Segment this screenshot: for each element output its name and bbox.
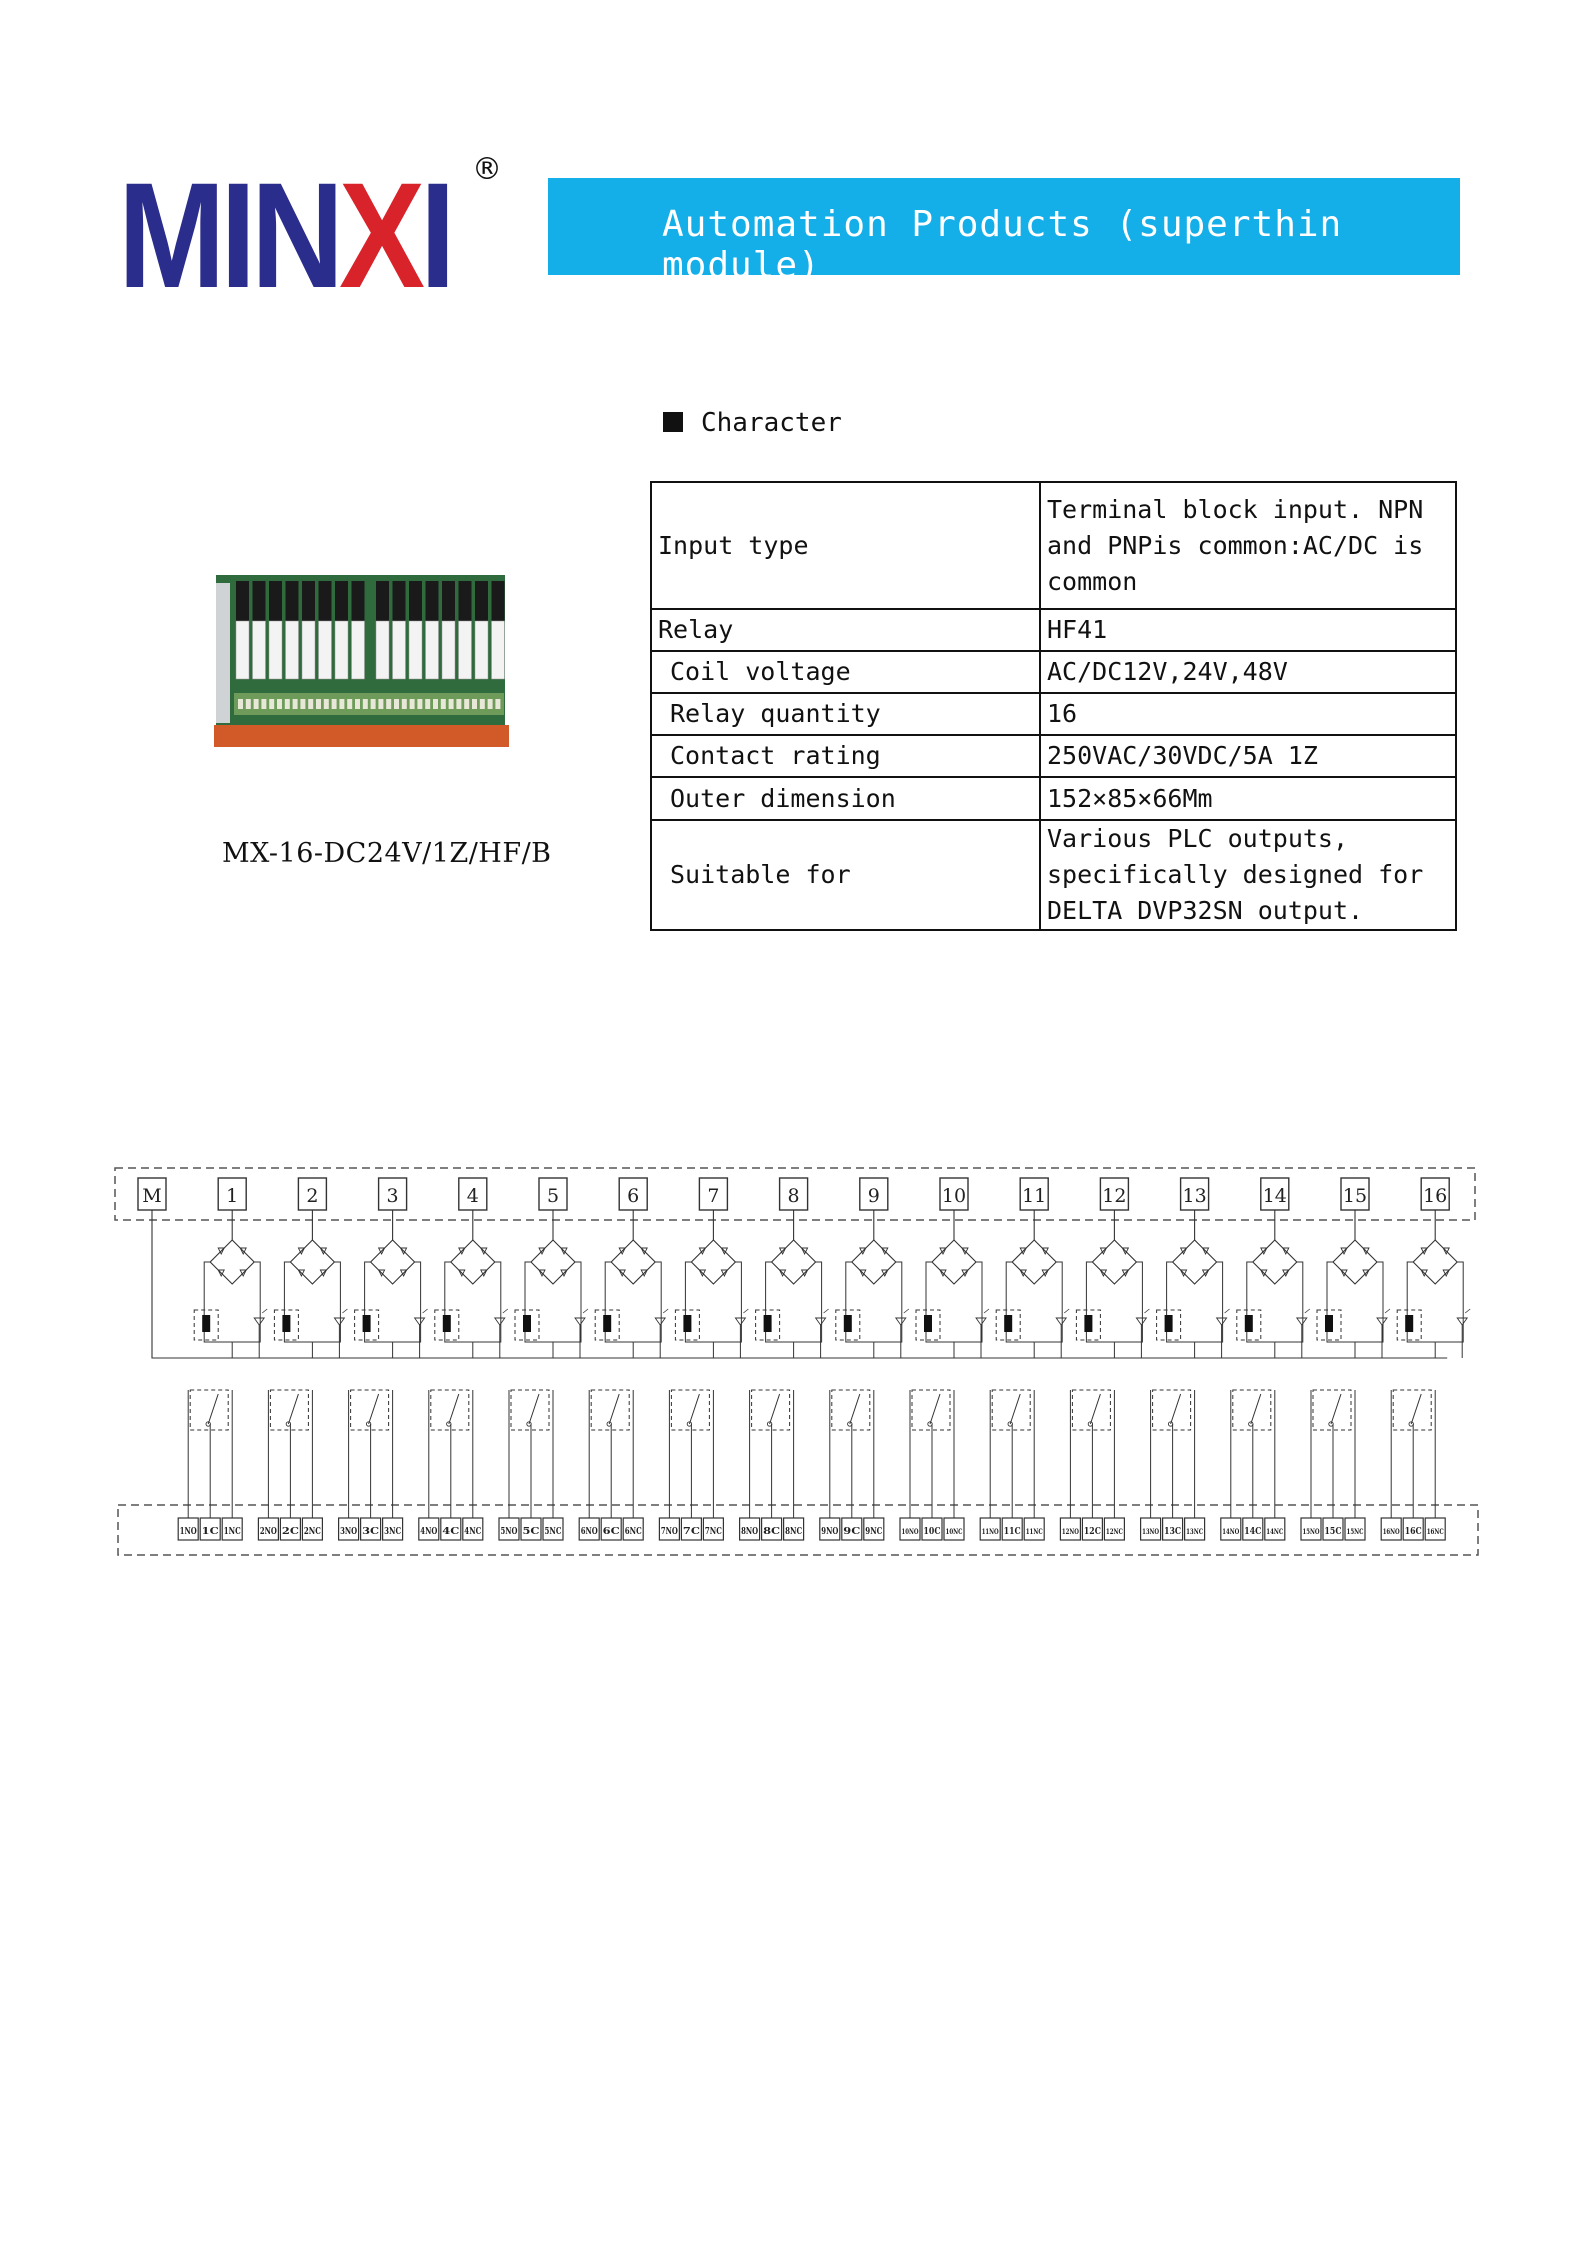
spec-value: HF41	[1040, 609, 1456, 651]
svg-text:10: 10	[941, 1185, 967, 1207]
svg-text:8NC: 8NC	[785, 1526, 803, 1537]
relay-channel	[268, 1210, 347, 1518]
svg-text:3: 3	[386, 1185, 399, 1207]
output-terminal	[1381, 1518, 1401, 1540]
relay-channel	[1311, 1210, 1390, 1518]
output-terminal	[222, 1518, 242, 1540]
input-terminal	[218, 1178, 246, 1210]
spec-row	[651, 820, 1456, 930]
relay-channel	[990, 1210, 1069, 1518]
spec-value: AC/DC12V,24V,48V	[1040, 651, 1456, 693]
input-terminal	[1261, 1178, 1289, 1210]
output-terminal	[623, 1518, 643, 1540]
svg-text:2NC: 2NC	[303, 1526, 322, 1537]
svg-text:4: 4	[466, 1185, 479, 1207]
output-terminal	[1425, 1518, 1445, 1540]
input-terminal	[459, 1178, 487, 1210]
input-terminal	[860, 1178, 888, 1210]
input-terminal	[1181, 1178, 1209, 1210]
spec-key: Contact rating	[651, 735, 1040, 777]
svg-text:12NO: 12NO	[1061, 1527, 1080, 1536]
spec-row	[651, 693, 1456, 735]
output-terminal	[762, 1518, 782, 1540]
relay-channel	[429, 1210, 508, 1518]
svg-text:1C: 1C	[201, 1526, 220, 1537]
output-terminal	[842, 1518, 862, 1540]
spec-value: 152×85×66Mm	[1040, 777, 1456, 820]
output-terminal	[1185, 1518, 1205, 1540]
svg-text:6C: 6C	[602, 1526, 621, 1537]
input-terminal	[619, 1178, 647, 1210]
output-terminal	[463, 1518, 483, 1540]
svg-text:10NC: 10NC	[945, 1527, 963, 1536]
svg-text:12C: 12C	[1083, 1526, 1102, 1537]
output-terminal	[703, 1518, 723, 1540]
input-terminal	[940, 1178, 968, 1210]
svg-text:5C: 5C	[522, 1526, 541, 1537]
input-terminal	[539, 1178, 567, 1210]
output-terminal	[1265, 1518, 1285, 1540]
product-photo	[214, 575, 509, 750]
svg-text:1: 1	[226, 1185, 239, 1207]
svg-text:1NC: 1NC	[223, 1526, 242, 1537]
square-bullet-icon	[663, 412, 683, 432]
svg-text:13: 13	[1182, 1185, 1207, 1207]
svg-text:12: 12	[1102, 1185, 1127, 1207]
svg-text:15: 15	[1342, 1185, 1368, 1207]
output-terminal	[1141, 1518, 1161, 1540]
output-terminal	[441, 1518, 461, 1540]
output-terminal	[258, 1518, 278, 1540]
relay-channel	[589, 1210, 668, 1518]
relay-channel	[188, 1210, 267, 1518]
svg-text:4NC: 4NC	[464, 1526, 482, 1537]
spec-row	[651, 482, 1456, 609]
svg-text:6: 6	[627, 1185, 640, 1207]
output-terminal	[383, 1518, 403, 1540]
output-terminal	[681, 1518, 701, 1540]
spec-key: Suitable for	[651, 820, 1040, 930]
spec-key: Relay	[651, 609, 1040, 651]
svg-text:16NO: 16NO	[1382, 1527, 1401, 1536]
svg-text:3NO: 3NO	[340, 1526, 358, 1537]
svg-text:13C: 13C	[1164, 1526, 1182, 1537]
output-terminal	[543, 1518, 563, 1540]
relay-channel	[349, 1210, 428, 1518]
spec-key: Outer dimension	[651, 777, 1040, 820]
svg-text:12NC: 12NC	[1105, 1527, 1123, 1536]
svg-text:9NC: 9NC	[865, 1526, 883, 1537]
svg-text:15NC: 15NC	[1346, 1527, 1364, 1536]
spec-value: 16	[1040, 693, 1456, 735]
svg-text:16: 16	[1423, 1185, 1448, 1207]
spec-key: Coil voltage	[651, 651, 1040, 693]
output-terminal	[1002, 1518, 1022, 1540]
output-terminal	[1024, 1518, 1044, 1540]
output-terminal	[659, 1518, 679, 1540]
svg-text:11NO: 11NO	[981, 1527, 1000, 1536]
output-terminal	[740, 1518, 760, 1540]
output-terminal	[601, 1518, 621, 1540]
spec-row	[651, 777, 1456, 820]
output-terminal	[922, 1518, 942, 1540]
svg-text:2C: 2C	[281, 1526, 300, 1537]
spec-value: Various PLC outputs, specifically designed for DELTA DVP32SN output.	[1040, 820, 1456, 930]
output-terminal	[900, 1518, 920, 1540]
spec-row	[651, 609, 1456, 651]
output-terminal	[521, 1518, 541, 1540]
svg-text:7NO: 7NO	[660, 1526, 678, 1537]
input-terminal	[298, 1178, 326, 1210]
input-terminal	[1100, 1178, 1128, 1210]
relay-channel	[910, 1210, 989, 1518]
svg-text:7C: 7C	[682, 1526, 701, 1537]
input-terminal	[379, 1178, 407, 1210]
spec-table	[650, 481, 1457, 931]
svg-text:14: 14	[1262, 1185, 1287, 1207]
output-terminal	[499, 1518, 519, 1540]
output-terminal	[1060, 1518, 1080, 1540]
registered-mark: ®	[472, 152, 502, 187]
svg-text:15C: 15C	[1324, 1526, 1342, 1537]
svg-text:1NO: 1NO	[179, 1526, 197, 1537]
output-terminal	[302, 1518, 322, 1540]
wiring-schematic	[110, 1162, 1480, 1562]
output-terminal	[1221, 1518, 1241, 1540]
svg-text:16NC: 16NC	[1426, 1527, 1444, 1536]
svg-text:2NO: 2NO	[259, 1526, 277, 1537]
output-terminal	[1243, 1518, 1263, 1540]
svg-text:15NO: 15NO	[1302, 1527, 1320, 1536]
svg-text:5NC: 5NC	[544, 1526, 562, 1537]
svg-text:14NO: 14NO	[1222, 1527, 1240, 1536]
svg-text:6NO: 6NO	[580, 1526, 598, 1537]
relay-channel	[509, 1210, 588, 1518]
svg-text:M: M	[142, 1185, 162, 1207]
svg-text:9C: 9C	[843, 1526, 861, 1537]
input-terminal	[780, 1178, 808, 1210]
section-title: Character	[701, 408, 842, 438]
svg-text:11C: 11C	[1003, 1526, 1022, 1537]
svg-text:14C: 14C	[1244, 1526, 1262, 1537]
spec-value: Terminal block input. NPN and PNPis common:AC/DC is common	[1040, 482, 1456, 609]
relay-channel	[830, 1210, 909, 1518]
spec-key: Relay quantity	[651, 693, 1040, 735]
output-terminal	[1345, 1518, 1365, 1540]
output-terminal	[1082, 1518, 1102, 1540]
output-terminal	[944, 1518, 964, 1540]
output-terminal	[200, 1518, 220, 1540]
logo-wordmark: MINXI	[118, 151, 451, 319]
svg-text:13NO: 13NO	[1142, 1527, 1160, 1536]
output-terminal	[280, 1518, 300, 1540]
relay-channel	[1231, 1210, 1310, 1518]
output-terminal	[1163, 1518, 1183, 1540]
brand-logo	[118, 151, 498, 319]
svg-text:16C: 16C	[1404, 1526, 1423, 1537]
svg-text:5NO: 5NO	[500, 1526, 518, 1537]
svg-text:11: 11	[1022, 1185, 1047, 1207]
output-terminal	[1323, 1518, 1343, 1540]
output-terminal	[419, 1518, 439, 1540]
output-terminal	[361, 1518, 381, 1540]
svg-text:8C: 8C	[763, 1526, 781, 1537]
output-terminal	[864, 1518, 884, 1540]
svg-text:7: 7	[707, 1185, 720, 1207]
svg-text:9NO: 9NO	[821, 1526, 839, 1537]
input-terminal	[138, 1178, 166, 1210]
svg-text:5: 5	[546, 1185, 560, 1207]
relay-channel	[1391, 1210, 1470, 1518]
svg-text:10NO: 10NO	[901, 1527, 919, 1536]
output-terminal	[579, 1518, 599, 1540]
svg-text:8NO: 8NO	[741, 1526, 759, 1537]
spec-row	[651, 735, 1456, 777]
banner-title: Automation Products (superthin module)	[662, 204, 1343, 286]
relay-channel	[669, 1210, 748, 1518]
output-terminal	[178, 1518, 198, 1540]
svg-text:11NC: 11NC	[1025, 1527, 1043, 1536]
input-terminal	[1421, 1178, 1449, 1210]
svg-text:3C: 3C	[362, 1526, 380, 1537]
svg-text:14NC: 14NC	[1266, 1527, 1284, 1536]
input-terminal	[1341, 1178, 1369, 1210]
relay-channel	[750, 1210, 829, 1518]
output-terminal	[820, 1518, 840, 1540]
output-terminal	[1104, 1518, 1124, 1540]
input-terminal	[699, 1178, 727, 1210]
output-terminal	[1301, 1518, 1321, 1540]
output-terminal	[1403, 1518, 1423, 1540]
svg-text:9: 9	[867, 1185, 880, 1207]
svg-text:2: 2	[306, 1185, 319, 1207]
svg-text:4NO: 4NO	[420, 1526, 438, 1537]
product-model: MX-16-DC24V/1Z/HF/B	[222, 838, 552, 869]
output-terminal	[980, 1518, 1000, 1540]
svg-text:3NC: 3NC	[384, 1526, 402, 1537]
section-heading	[663, 408, 842, 438]
svg-text:13NC: 13NC	[1186, 1527, 1204, 1536]
svg-text:4C: 4C	[442, 1526, 460, 1537]
output-terminal	[784, 1518, 804, 1540]
input-terminal	[1020, 1178, 1048, 1210]
spec-key: Input type	[651, 482, 1040, 609]
svg-text:7NC: 7NC	[704, 1526, 723, 1537]
svg-text:6NC: 6NC	[624, 1526, 643, 1537]
output-terminal	[339, 1518, 359, 1540]
spec-row	[651, 651, 1456, 693]
relay-channel	[1151, 1210, 1230, 1518]
relay-channel	[1070, 1210, 1149, 1518]
svg-text:8: 8	[787, 1185, 800, 1207]
spec-value: 250VAC/30VDC/5A 1Z	[1040, 735, 1456, 777]
title-banner	[548, 178, 1460, 286]
svg-text:10C: 10C	[923, 1526, 941, 1537]
